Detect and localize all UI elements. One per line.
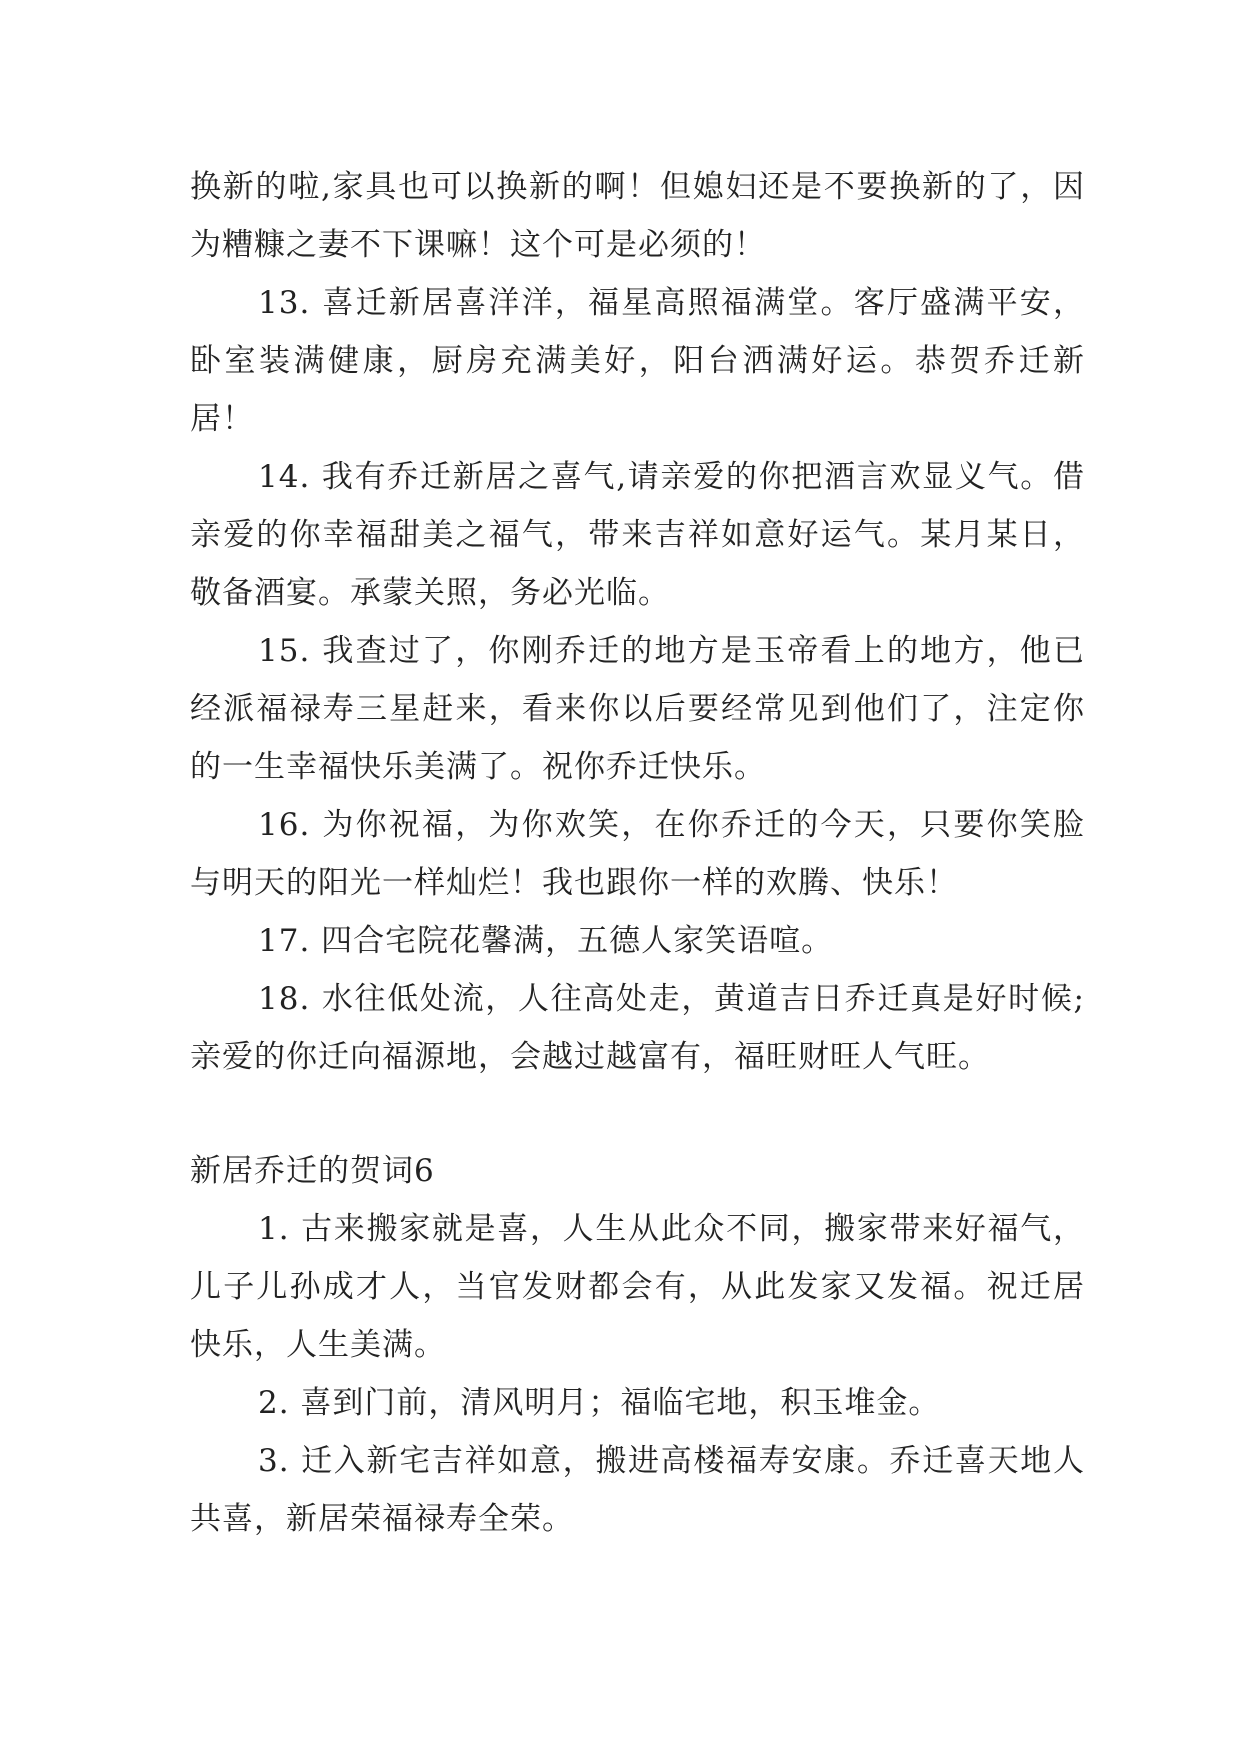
wish-item-17: 17. 四合宅院花馨满，五德人家笑语喧。	[258, 923, 834, 959]
document-body	[190, 158, 1085, 1548]
section6-item-1: 1. 古来搬家就是喜，人生从此众不同，搬家带来好福气，儿子儿孙成才人，当官发财都会有，从此发家又发福。祝迁居快乐，人生美满。	[190, 1211, 1085, 1363]
wish-item-15: 15. 我查过了，你刚乔迁的地方是玉帝看上的地方，他已经派福禄寿三星赶来，看来你以后要经常见到他们了，注定你的一生幸福快乐美满了。祝你乔迁快乐。	[190, 633, 1085, 785]
continuation-paragraph: 换新的啦,家具也可以换新的啊！但媳妇还是不要换新的了，因为糟糠之妻不下课嘛！这个可是必须的！	[190, 169, 1085, 263]
section-heading: 新居乔迁的贺词6	[190, 1153, 435, 1189]
wish-item-18: 18. 水往低处流，人往高处走，黄道吉日乔迁真是好时候;亲爱的你迁向福源地，会越过越富有，福旺财旺人气旺。	[190, 981, 1085, 1075]
wish-item-14: 14. 我有乔迁新居之喜气,请亲爱的你把酒言欢显义气。借亲爱的你幸福甜美之福气，带来吉祥如意好运气。某月某日，敬备酒宴。承蒙关照，务必光临。	[190, 459, 1085, 611]
section6-item-2: 2. 喜到门前，清风明月；福临宅地，积玉堆金。	[258, 1385, 941, 1421]
section6-item-3: 3. 迁入新宅吉祥如意，搬进高楼福寿安康。乔迁喜天地人共喜，新居荣福禄寿全荣。	[190, 1443, 1085, 1537]
wish-item-13: 13. 喜迁新居喜洋洋，福星高照福满堂。客厅盛满平安，卧室装满健康，厨房充满美好，阳台洒满好运。恭贺乔迁新居！	[190, 285, 1085, 437]
wish-item-16: 16. 为你祝福，为你欢笑，在你乔迁的今天，只要你笑脸与明天的阳光一样灿烂！我也跟你一样的欢腾、快乐！	[190, 807, 1085, 901]
